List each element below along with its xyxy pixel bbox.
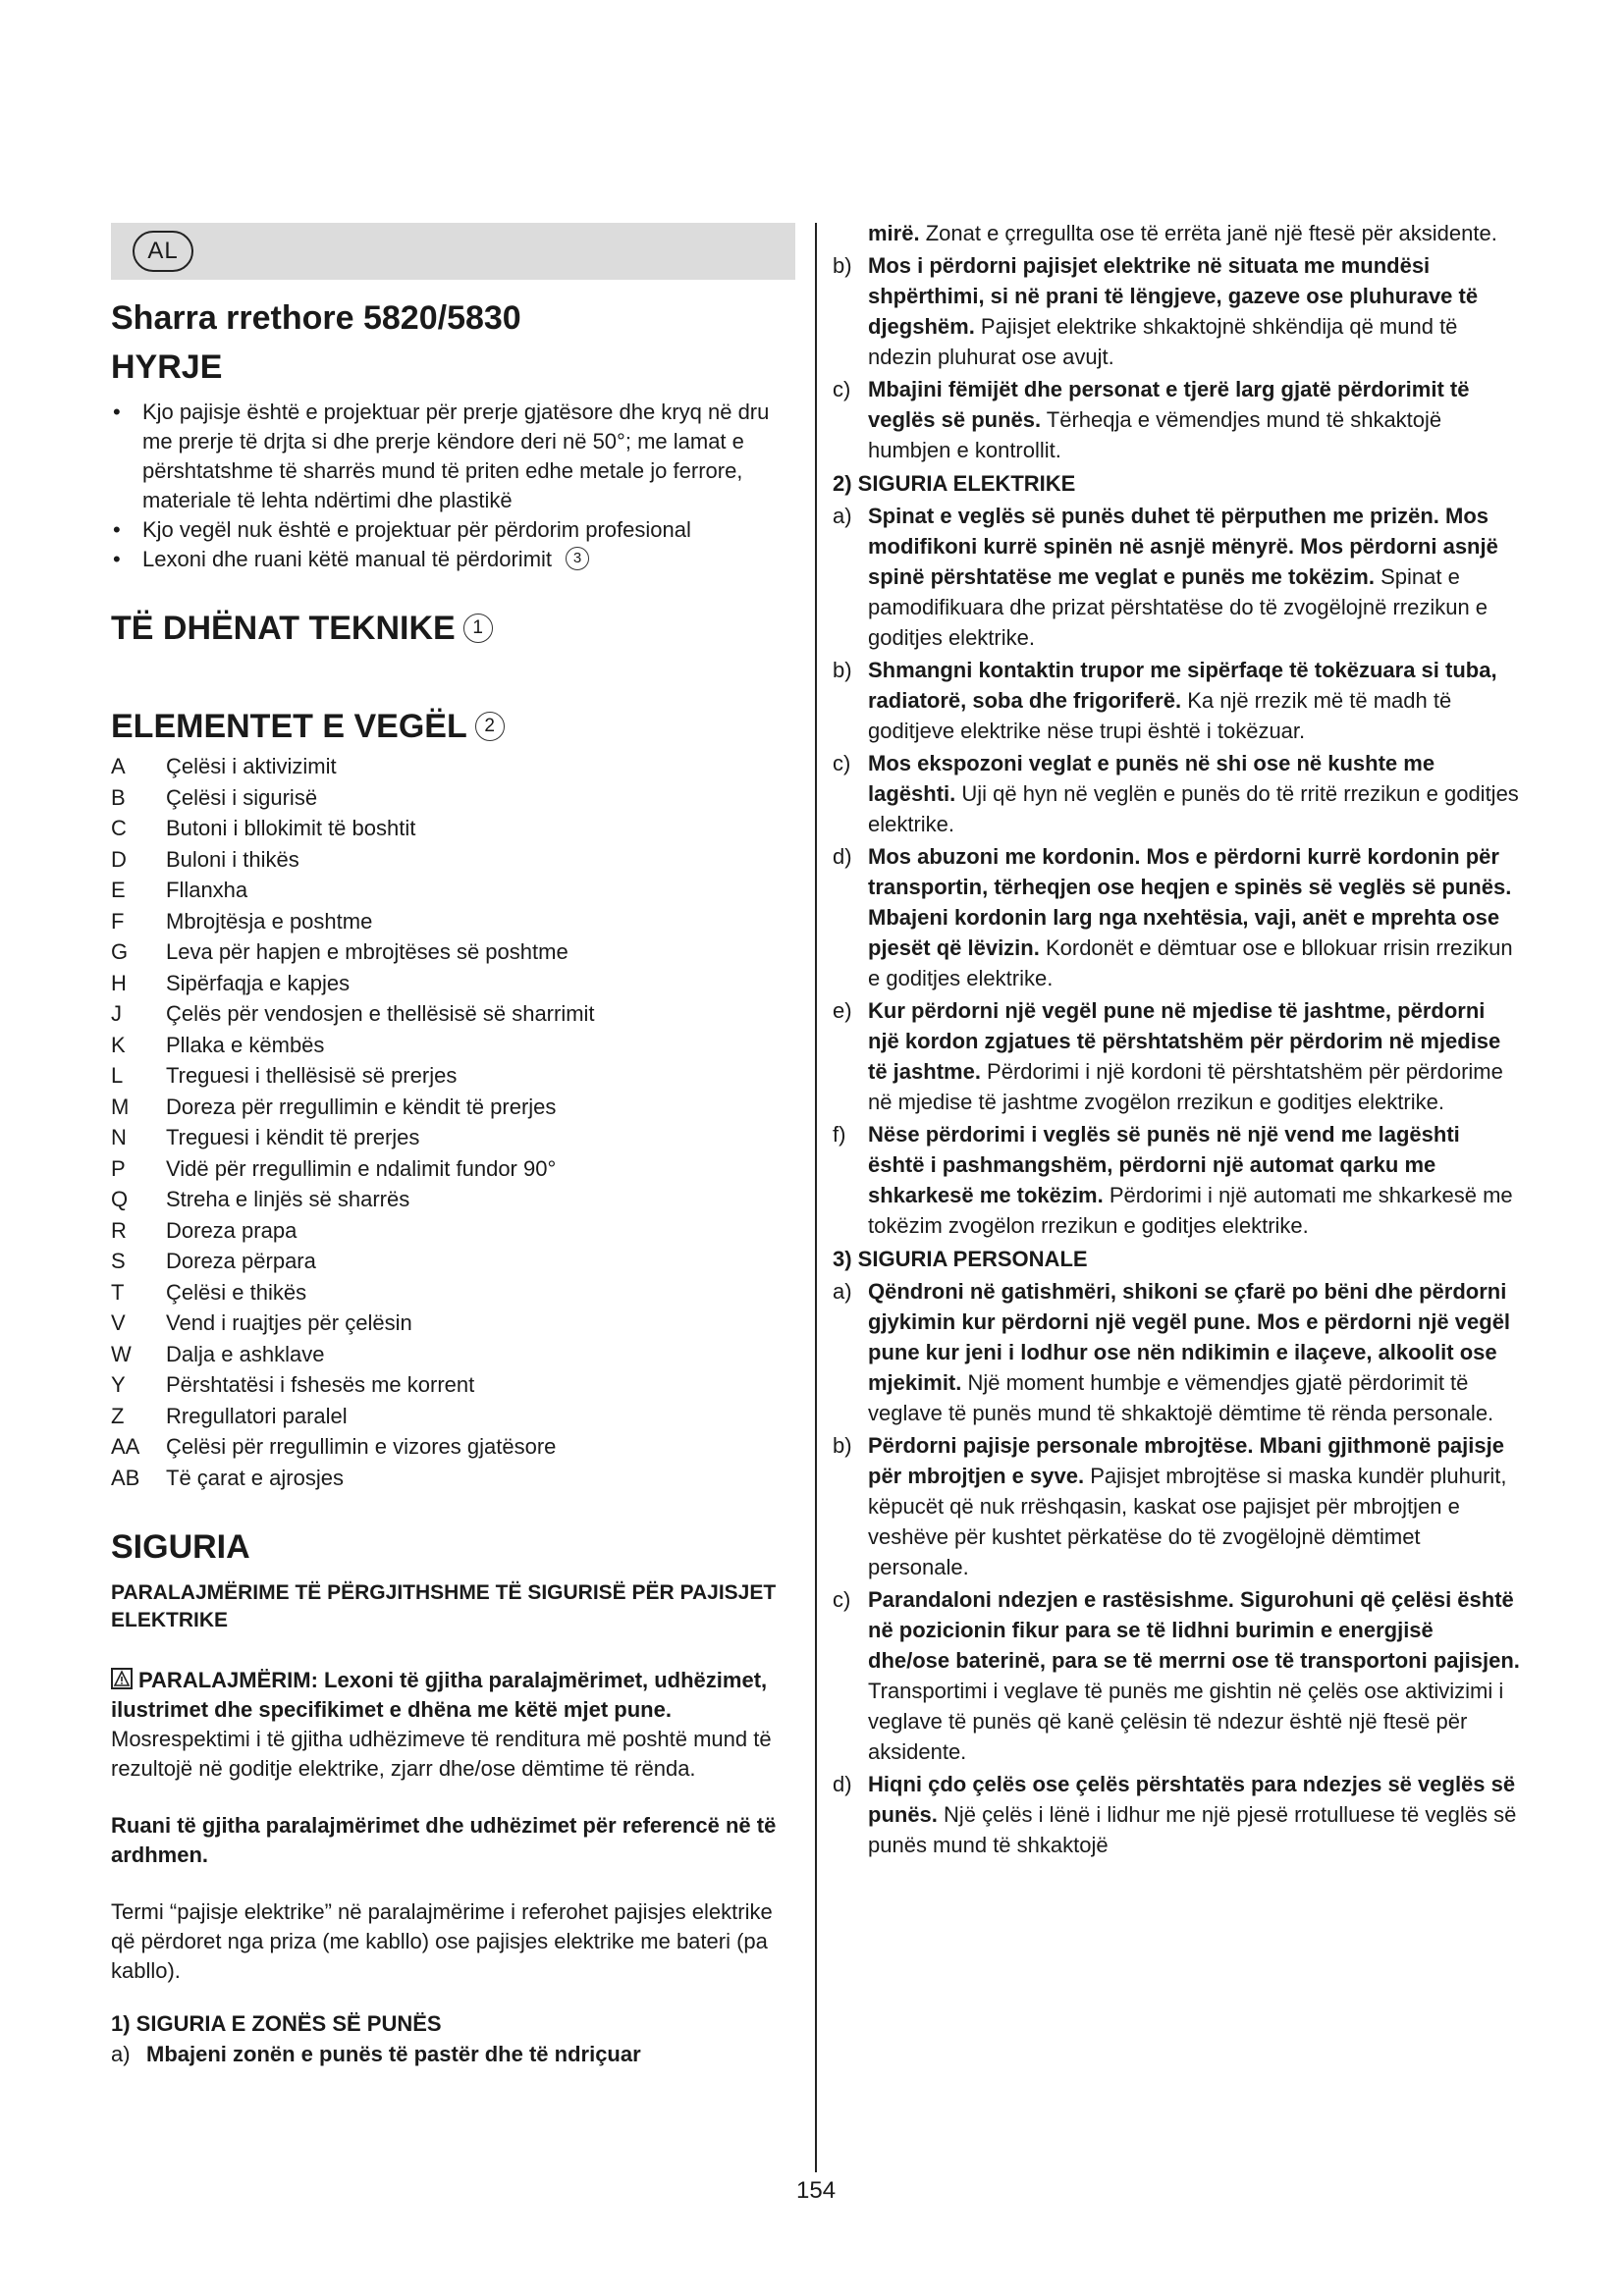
term-definition: Termi “pajisje elektrike” në paralajmërime i referohet pajisjes elektrike që përdoret nga priza (me kabllo) ose pajisjes elektrike me bateri (pa kabllo). — [111, 1899, 773, 1983]
element-key: R — [111, 1217, 127, 1243]
item-text — [868, 374, 1520, 465]
document-title: Sharra rrethore 5820/5830 — [111, 299, 521, 337]
item-bold: Mbajini fëmijët dhe personat e tjerë larg gjatë përdorimit të veglës së punës. — [868, 377, 1470, 432]
item-bold: Mos i përdorni pajisjet elektrike në situata me mundësi shpërthimi, si në prani të lëngjeve, gazeve ose pluhurave të djegshëm. — [868, 253, 1479, 339]
element-key: AA — [111, 1434, 140, 1459]
element-key: Q — [111, 1187, 129, 1211]
item-bold: Qëndroni në gatishmëri, shikoni se çfarë po bëni dhe përdorni gjykimin kur përdorni një vegël pune. Mos e përdorni një vegël pune kur jeni i lodhur ose nën ndikimin e ilaçeve, alkoolit ose mjekimit. — [868, 1279, 1511, 1395]
element-key: J — [111, 1001, 122, 1026]
element-key: T — [111, 1279, 125, 1305]
element-item — [111, 1277, 795, 1308]
intro-list — [111, 398, 795, 574]
element-label: Mbrojtësja e poshtme — [166, 908, 373, 934]
intro-bullet: • Kjo vegël nuk është e projektuar për përdorim profesional — [111, 515, 795, 545]
element-key: S — [111, 1249, 126, 1273]
item-letter: c) — [833, 377, 851, 401]
safety-item — [833, 841, 1520, 993]
item-bold: Shmangni kontaktin trupor me sipërfaqe të tokëzuara si tuba, radiatorë, soba dhe frigoriferë. — [868, 658, 1497, 713]
element-item — [111, 782, 795, 814]
safety-item-continued — [833, 218, 1520, 248]
item-letter: b) — [833, 658, 852, 682]
item-plain: Ka një rrezik më të madh të goditjeve elektrike nëse trupi është i tokëzuar. — [868, 688, 1452, 743]
item-text — [868, 841, 1520, 993]
item-text — [146, 2039, 795, 2069]
element-item — [111, 1401, 795, 1432]
item-letter: b) — [833, 1433, 852, 1458]
safety-item — [833, 1769, 1520, 1860]
keep-instructions: Ruani të gjitha paralajmërimet dhe udhëzimet për referencë në të ardhmen. — [111, 1813, 777, 1867]
element-item — [111, 968, 795, 999]
item-letter: e) — [833, 998, 852, 1023]
item-bold: Kur përdorni një vegël pune në mjedise të jashtme, përdorni një kordon zgjatues të përshtatshëm për përdorim në mjedise të jashtme. — [868, 998, 1501, 1084]
safety-item — [833, 1276, 1520, 1428]
item-bold: Mbajeni zonën e punës të pastër dhe të ndriçuar — [146, 2042, 641, 2066]
item-bold: Spinat e veglës së punës duhet të përputhen me prizën. Mos modifikoni kurrë spinën në asnjë mënyrë. Mos përdorni asnjë spinë përshtatëse me veglat e punës me tokëzim. — [868, 504, 1498, 589]
item-letter: b) — [833, 253, 852, 278]
safety-item — [833, 748, 1520, 839]
item-letter: d) — [833, 844, 852, 869]
item-letter: c) — [833, 751, 851, 775]
element-item — [111, 1184, 795, 1215]
warning-paragraph — [111, 1666, 795, 1784]
element-key: A — [111, 754, 126, 778]
element-label: Çelës për vendosjen e thellësisë së sharrimit — [166, 1001, 595, 1026]
element-label: Pllaka e këmbës — [166, 1032, 325, 1057]
element-key: B — [111, 784, 126, 810]
left-column — [111, 223, 795, 2069]
element-label: Streha e linjës së sharrës — [166, 1187, 410, 1211]
element-key: M — [111, 1094, 130, 1119]
item-plain: Përdorimi i një kordoni të përshtatshëm për përdorime në mjedise të jashtme zvogëlon rrezikun e goditjes elektrike. — [868, 1059, 1503, 1114]
item-text — [868, 1430, 1520, 1582]
item-bold: Përdorni pajisje personale mbrojtëse. Mbani gjithmonë pajisje për mbrojtjen e syve. — [868, 1433, 1504, 1488]
element-label: Doreza prapa — [166, 1217, 298, 1243]
item-letter: a) — [833, 1279, 852, 1304]
element-item — [111, 1339, 795, 1370]
item-text — [868, 655, 1520, 746]
element-item — [111, 998, 795, 1030]
safety-item — [833, 1119, 1520, 1241]
item-text — [868, 1584, 1520, 1767]
element-item — [111, 844, 795, 876]
intro-heading: HYRJE — [111, 348, 223, 386]
element-label: Treguesi i thellësisë së prerjes — [166, 1063, 458, 1088]
element-item — [111, 936, 795, 968]
element-item — [111, 1122, 795, 1153]
element-item — [111, 1153, 795, 1185]
safety-item — [833, 250, 1520, 372]
item-plain: Transportimi i veglave të punës me gishtin në çelës ose aktivizimi i veglave të punës që kanë çelësin të ndezur është një ftesë për aksidente. — [868, 1679, 1504, 1764]
element-key: Z — [111, 1403, 125, 1428]
element-label: Rregullatori paralel — [166, 1403, 348, 1428]
item-bold: Parandaloni ndezjen e rastësishme. Sigurohuni që çelësi është në pozicionin fikur para se të lidhni burimin e energjisë dhe/ose baterinë, para se të merrni ose të transportoni pajisjen. — [868, 1587, 1520, 1673]
safety-item — [833, 374, 1520, 465]
warning-text: Mosrespektimi i të gjitha udhëzimeve të renditura më poshtë mund të rezultojë në goditje elektrike, zjarr dhe/ose dëmtime të rënda. — [111, 1727, 772, 1781]
element-key: C — [111, 816, 127, 840]
intro-bullet — [111, 545, 795, 574]
work-area-heading: 1) SIGURIA E ZONËS SË PUNËS — [111, 2011, 442, 2036]
element-key: V — [111, 1310, 126, 1335]
column-divider — [815, 223, 817, 2172]
item-plain: Pajisjet mbrojtëse si maska kundër pluhurit, këpucët që nuk rrëshqasin, kaskat ose pajisjet për mbrojtjen e veshëve për kushtet përkatëse do të zvogëlojnë dëmtimet personale. — [868, 1464, 1507, 1579]
element-key: E — [111, 878, 126, 902]
element-label: Doreza përpara — [166, 1249, 316, 1273]
warning-bold: PARALAJMËRIM: Lexoni të gjitha paralajmërimet, udhëzimet, ilustrimet dhe specifikimet e dhëna me këtë mjet pune. — [111, 1668, 768, 1722]
element-item — [111, 1030, 795, 1061]
element-item — [111, 813, 795, 844]
element-label: Leva për hapjen e mbrojtëses së poshtme — [166, 939, 568, 964]
element-item — [111, 1060, 795, 1092]
item-text — [868, 1769, 1520, 1860]
item-text — [868, 218, 1520, 248]
safety-heading: SIGURIA — [111, 1528, 250, 1566]
tech-data-heading-text: TË DHËNAT TEKNIKE — [111, 610, 456, 647]
item-text — [868, 748, 1520, 839]
element-key: F — [111, 908, 125, 934]
element-key: G — [111, 939, 129, 964]
element-key: W — [111, 1341, 132, 1366]
element-label: Sipërfaqja e kapjes — [166, 970, 351, 995]
item-bold: Hiqni çdo çelës ose çelës përshtatës para ndezjes së veglës së punës. — [868, 1772, 1516, 1827]
safety-item — [833, 1430, 1520, 1582]
safety-item — [111, 2039, 795, 2069]
element-key: L — [111, 1063, 124, 1088]
element-label: Të çarat e ajrosjes — [166, 1465, 344, 1490]
element-item — [111, 1308, 795, 1339]
elements-heading-text: ELEMENTET E VEGËL — [111, 708, 467, 745]
element-item — [111, 1369, 795, 1401]
safety-item — [833, 1584, 1520, 1767]
item-plain: Uji që hyn në veglën e punës do të rritë rrezikun e goditjes elektrike. — [868, 781, 1519, 836]
safety-item — [833, 655, 1520, 746]
element-label: Butoni i bllokimit të boshtit — [166, 816, 416, 840]
element-item — [111, 1246, 795, 1277]
figure-ref-icon: 1 — [463, 614, 493, 643]
element-key: P — [111, 1155, 126, 1181]
item-plain: Spinat e pamodifikuara dhe prizat përshtatëse do të zvogëlojnë rrezikun e goditjes elektrike. — [868, 564, 1489, 650]
item-bold: Mos abuzoni me kordonin. Mos e përdorni kurrë kordonin për transportin, tërheqjen ose heqjen e spinës së veglës së punës. Mbajeni kordonin larg nga nxehtësia, vaji, anët e mprehta ose pjesët që lëvizin. — [868, 844, 1512, 960]
figure-ref-icon: 2 — [475, 712, 505, 741]
item-letter: d) — [833, 1772, 852, 1796]
elements-list — [111, 751, 795, 1493]
element-label: Çelësi për rregullimin e vizores gjatësore — [166, 1434, 557, 1459]
intro-bullet-text: Lexoni dhe ruani këtë manual të përdorimit — [142, 547, 553, 571]
element-key: Y — [111, 1372, 126, 1397]
element-label: Treguesi i këndit të prerjes — [166, 1125, 420, 1149]
element-item — [111, 906, 795, 937]
item-letter: f) — [833, 1122, 846, 1147]
element-label: Çelësi e thikës — [166, 1279, 307, 1305]
element-key: AB — [111, 1465, 140, 1490]
elements-heading — [111, 706, 795, 747]
element-label: Përshtatësi i fshesës me korrent — [166, 1372, 475, 1397]
element-label: Çelësi i aktivizimit — [166, 754, 337, 778]
element-label: Fllanxha — [166, 878, 248, 902]
safety-subheading: PARALAJMËRIME TË PËRGJITHSHME TË SIGURISË PËR PAJISJET ELEKTRIKE — [111, 1581, 777, 1631]
item-letter: c) — [833, 1587, 851, 1612]
element-item — [111, 875, 795, 906]
right-column — [833, 218, 1520, 1860]
element-key: K — [111, 1032, 126, 1057]
safety-item — [833, 501, 1520, 653]
item-bold: Mos ekspozoni veglat e punës në shi ose në kushte me lagështi. — [868, 751, 1435, 806]
element-label: Buloni i thikës — [166, 846, 299, 872]
element-item — [111, 1431, 795, 1463]
language-badge: AL — [133, 231, 193, 272]
item-text — [868, 995, 1520, 1117]
element-key: H — [111, 970, 127, 995]
item-plain: Përdorimi i një automati me shkarkesë me tokëzim zvogëlon rrezikun e goditjes elektrike. — [868, 1183, 1513, 1238]
element-item — [111, 751, 795, 782]
safety-item — [833, 995, 1520, 1117]
element-label: Çelësi i sigurisë — [166, 784, 318, 810]
language-bar — [111, 223, 795, 280]
item-text — [868, 250, 1520, 372]
element-label: Doreza për rregullimin e këndit të prerjes — [166, 1094, 557, 1119]
item-bold: Nëse përdorimi i veglës së punës në një vend me lagështi është i pashmangshëm, përdorni një automat qarku me shkarkesë me tokëzim. — [868, 1122, 1460, 1207]
element-label: Vend i ruajtjes për çelësin — [166, 1310, 412, 1335]
item-plain: Një moment humbje e vëmendjes gjatë përdorimit të veglave të punës mund të shkaktojë dëmtime të rënda personale. — [868, 1370, 1494, 1425]
item-letter: a) — [111, 2042, 131, 2066]
element-label: Dalja e ashklave — [166, 1341, 325, 1366]
electrical-safety-heading: 2) SIGURIA ELEKTRIKE — [833, 471, 1076, 496]
element-item — [111, 1215, 795, 1247]
element-key: D — [111, 846, 127, 872]
intro-bullet: • Kjo pajisje është e projektuar për prerje gjatësore dhe kryq në dru me prerje të drjta si dhe prerje këndore deri në 50°; me lamat e përshtatshme të sharrës mund të priten edhe metale jo ferrore, materiale të lehta ndërtimi dhe plastikë — [111, 398, 795, 515]
item-plain: Kordonët e dëmtuar ose e bllokuar rrisin rrezikun e goditjes elektrike. — [868, 935, 1513, 990]
personal-safety-heading: 3) SIGURIA PERSONALE — [833, 1247, 1088, 1271]
element-item — [111, 1463, 795, 1494]
figure-ref-icon: 3 — [566, 547, 589, 570]
tech-data-heading — [111, 608, 795, 649]
item-text — [868, 501, 1520, 653]
element-item — [111, 1092, 795, 1123]
item-letter: a) — [833, 504, 852, 528]
item-bold: mirë. — [868, 221, 920, 245]
page-number: 154 — [796, 2177, 837, 2204]
item-plain: Pajisjet elektrike shkaktojnë shkëndija që mund të ndezin pluhurat ose avujt. — [868, 314, 1458, 369]
item-plain: Zonat e çrregullta ose të errëta janë një ftesë për aksidente. — [919, 221, 1497, 245]
item-text — [868, 1119, 1520, 1241]
warning-icon — [111, 1668, 133, 1689]
item-plain: Tërheqja e vëmendjes mund të shkaktojë humbjen e kontrollit. — [868, 407, 1442, 462]
element-label: Vidë për rregullimin e ndalimit fundor 90° — [166, 1155, 557, 1181]
item-text — [868, 1276, 1520, 1428]
item-plain: Një çelës i lënë i lidhur me një pjesë rrotulluese të veglës së punës mund të shkaktojë — [868, 1802, 1517, 1857]
element-key: N — [111, 1125, 127, 1149]
